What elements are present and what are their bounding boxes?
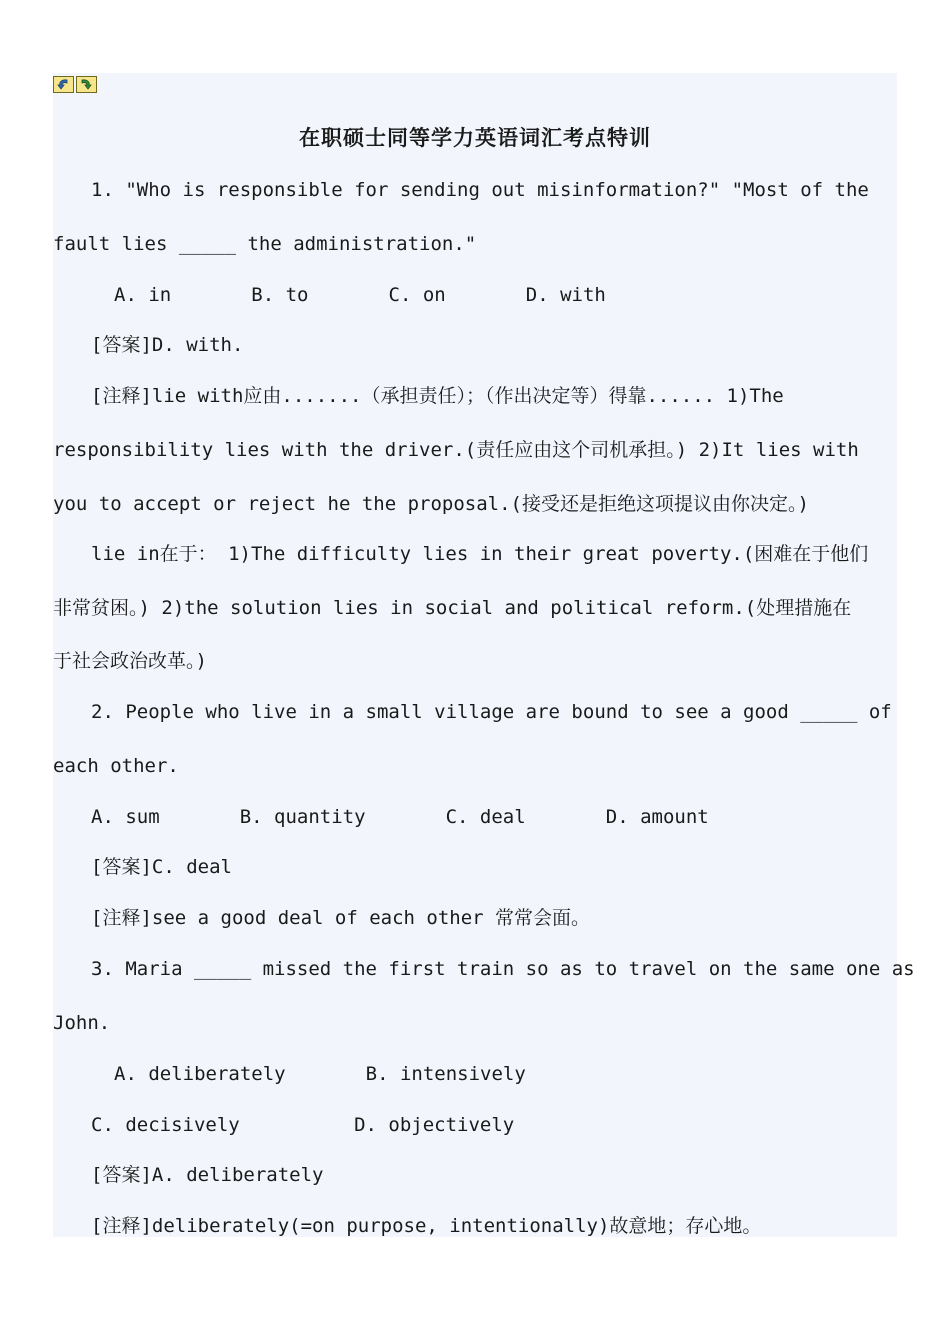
q1-note-line-1: [注释]lie with应由.......（承担责任）；（作出决定等）得靠...... 1)The: [91, 385, 784, 407]
q2-options: A. sum B. quantity C. deal D. amount: [91, 806, 709, 828]
q1-note-line-6: 于社会政治改革。): [53, 650, 207, 672]
q2-answer: [答案]C. deal: [91, 856, 232, 878]
forward-arrow-icon[interactable]: [76, 76, 97, 93]
q2-note: [注释]see a good deal of each other 常常会面。: [91, 907, 591, 929]
q1-note-line-4: lie in在于： 1)The difficulty lies in their great poverty.(困难在于他们: [91, 543, 869, 565]
q3-note: [注释]deliberately(=on purpose, intentionally)故意地；存心地。: [91, 1215, 762, 1237]
page-title: 在职硕士同等学力英语词汇考点特训: [299, 125, 651, 150]
q3-stem-line-2: John.: [53, 1012, 111, 1034]
q3-answer: [答案]A. deliberately: [91, 1164, 324, 1186]
q3-options-line-2: C. decisively D. objectively: [91, 1114, 515, 1136]
back-arrow-icon[interactable]: [53, 76, 74, 93]
q1-answer: [答案]D. with.: [91, 334, 244, 356]
q1-note-line-5: 非常贫困。) 2)the solution lies in social and political reform.(处理措施在: [53, 597, 852, 619]
q2-stem-line-2: each other.: [53, 755, 179, 777]
q1-note-line-3: you to accept or reject he the proposal.(接受还是拒绝这项提议由你决定。): [53, 493, 809, 515]
q3-options-line-1: A. deliberately B. intensively: [114, 1063, 526, 1085]
q1-options: A. in B. to C. on D. with: [114, 284, 606, 306]
q1-stem-line-1: 1. "Who is responsible for sending out misinformation?" "Most of the: [91, 179, 869, 201]
q2-stem-line-1: 2. People who live in a small village are bound to see a good _____ of: [91, 701, 892, 723]
q3-stem-line-1: 3. Maria _____ missed the first train so as to travel on the same one as: [91, 958, 915, 980]
q1-note-line-2: responsibility lies with the driver.(责任应由这个司机承担。) 2)It lies with: [53, 439, 859, 461]
toolbar-icons: [53, 76, 97, 93]
q1-stem-line-2: fault lies _____ the administration.": [53, 233, 477, 255]
